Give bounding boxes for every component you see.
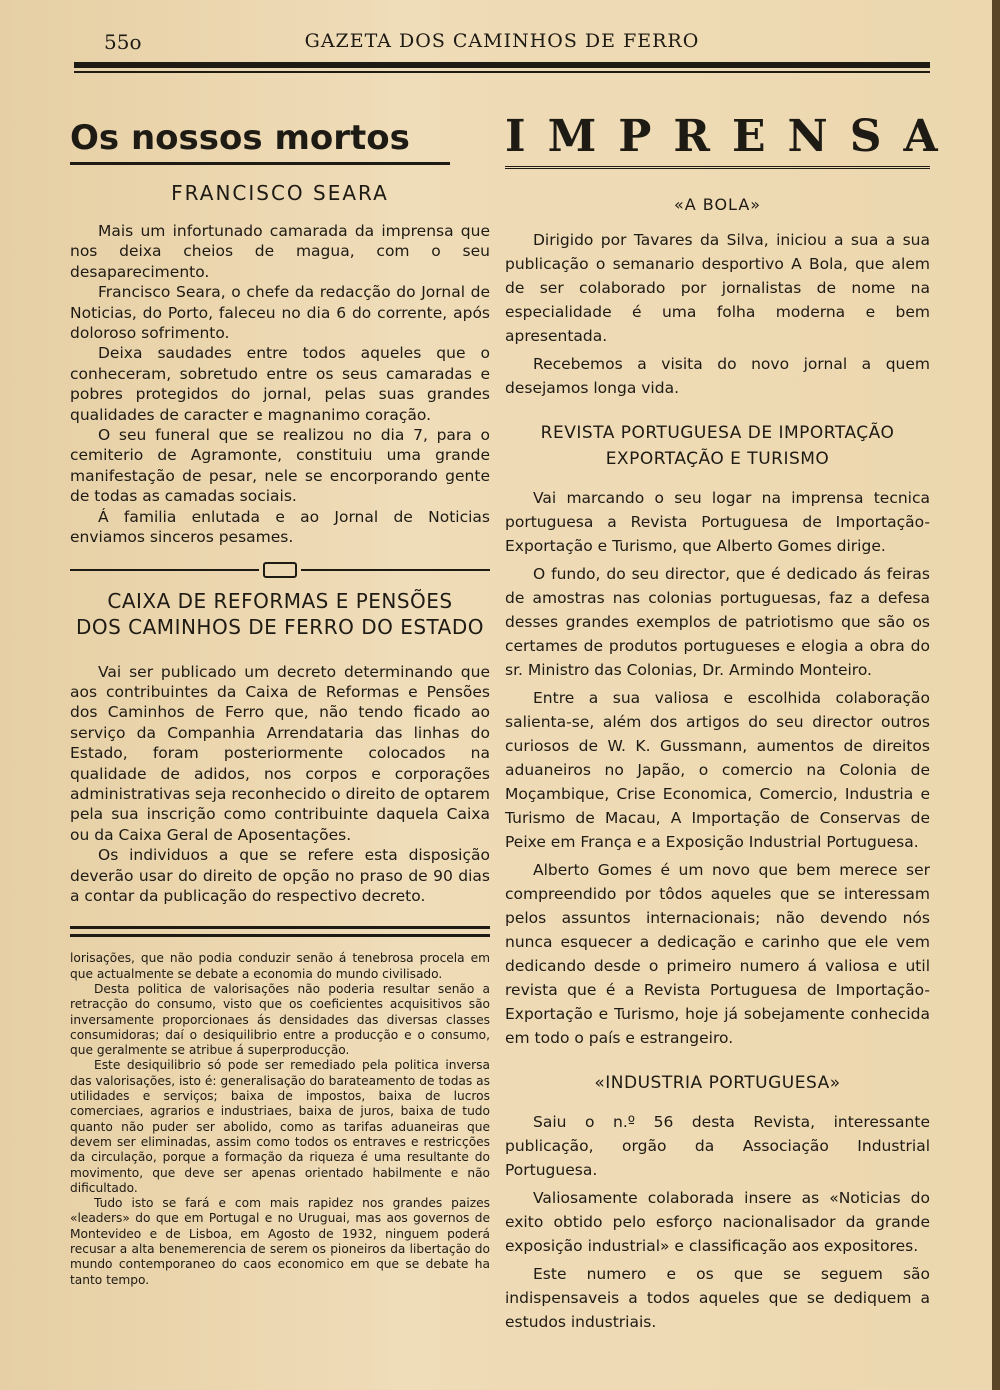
- continuation-paragraph: Desta politica de valorisações não poderia resultar senão a retracção do consumo, visto que os coeficientes acquisitivos são inversamente proporcionaes ás densidades das diversas classes consumidoras; daí o desiquilibrio entre a producção e o consumo, que geralmente se atribue á superproducção.: [70, 981, 490, 1058]
- continuation-article: [70, 951, 490, 1288]
- double-rule-divider: [70, 926, 490, 937]
- divider-line: [301, 569, 490, 571]
- page-edge: [992, 0, 1000, 1390]
- continuation-paragraph: Este desiquilibrio só pode ser remediado pela politica inversa das valorisações, isto é: generalisação do barateamento de todas as utilidades e serviços; baixa de impostos, baixa de lucros comerciaes, agrarios e industriaes, baixa de juros, baixa de tudo quanto não puder ser abolido, como as tarifas aduaneiras que devem ser eliminadas, assim como todos os entraves e restricções da circulação, porque a formação da riqueza é uma resultante do movimento, que deve ser apenas orientado habilmente e não dificultado.: [70, 1058, 490, 1195]
- caixa-heading-line1: CAIXA DE REFORMAS E PENSÕES: [107, 588, 453, 613]
- industria-paragraph: Este numero e os que se seguem são indispensaveis a todos aqueles que se dediquem a estudos industriais.: [505, 1265, 930, 1331]
- bola-heading: «A BOLA»: [673, 195, 762, 214]
- obituary-paragraph: Deixa saudades entre todos aqueles que o conheceram, sobretudo entre os seus camaradas e pobres protegidos do jornal, pelas suas grandes qualidades de caracter e magnanimo coração.: [70, 344, 490, 424]
- revista-heading: [505, 420, 930, 472]
- section-title-imprensa: IMPRENSA: [505, 111, 960, 162]
- obituary-paragraph: Á familia enlutada e ao Jornal de Noticias enviamos sinceros pesames.: [70, 507, 490, 547]
- section-divider: [70, 562, 490, 578]
- obituary-paragraph: Mais um infortunado camarada da imprensa que nos deixa cheios de magua, com o seu desaparecimento.: [70, 222, 490, 281]
- page-number: 55o: [104, 30, 142, 54]
- caixa-paragraph: Vai ser publicado um decreto determinando que aos contribuintes da Caixa de Reformas e Pensões dos Caminhos de Ferro que, não tendo ficado ao serviço da Companhia Arrendataria das linhas do Estado, foram posteriormente colocados na qualidade de adidos, nos corpos e corporações administrativas seja reconhecido o direito de optarem pela sua inscrição como contribuinte daquela Caixa ou da Caixa Geral de Aposentações.: [70, 662, 490, 844]
- header-rule-thick: [74, 62, 930, 68]
- journal-title: GAZETA DOS CAMINHOS DE FERRO: [304, 30, 700, 52]
- obituary-article: [70, 221, 490, 548]
- continuation-paragraph: Tudo isto se fará e com mais rapidez nos grandes paizes «leaders» do que em Portugal e no Uruguai, mas aos governos de Montevideo e de Lisboa, em Agosto de 1932, ninguem poderá recusar a alta benemerencia de serem os pioneiros da libertação do mundo contemporaneo do caos economico em que se debate ha tanto tempo.: [70, 1196, 490, 1287]
- industria-article: [505, 1110, 930, 1334]
- revista-heading-line2: EXPORTAÇÃO E TURISMO: [605, 449, 830, 469]
- obituary-heading: FRANCISCO SEARA: [171, 181, 389, 205]
- obituary-paragraph: Francisco Seara, o chefe da redacção do Jornal de Noticias, do Porto, faleceu no dia 6 do corrente, após doloroso sofrimento.: [70, 283, 490, 343]
- title-underline: [70, 162, 450, 165]
- caixa-heading: [70, 588, 490, 640]
- revista-paragraph: Alberto Gomes é um novo que bem merece ser compreendido por tôdos aqueles que se interessam pelos assuntos internacionais; não devendo nós nunca esquecer a dedicação e carinho que ele vem dedicando desde o primeiro numero á valiosa e util revista que é a Revista Portuguesa de Importação-Exportação e Turismo, hoje já sobejamente conhecida em todo o país e estrangeiro.: [505, 861, 930, 1047]
- industria-heading: «INDUSTRIA PORTUGUESA»: [594, 1073, 841, 1093]
- industria-paragraph: Valiosamente colaborada insere as «Noticias do exito obtido pelo esforço nacionalisador da grande exposição industrial» e classificação aos expositores.: [505, 1189, 930, 1255]
- left-column: [70, 118, 490, 1288]
- header-rule-thin: [74, 71, 930, 73]
- revista-heading-line1: REVISTA PORTUGUESA DE IMPORTAÇÃO: [540, 423, 895, 443]
- obituary-paragraph: O seu funeral que se realizou no dia 7, para o cemiterio de Agramonte, constituiu uma grande manifestação de pesar, nele se encorporando gente de todas as camadas sociais.: [70, 426, 490, 506]
- revista-article: [505, 486, 930, 1050]
- revista-paragraph: Entre a sua valiosa e escolhida colaboração salienta-se, além dos artigos do seu director outros curiosos de W. K. Gussmann, aumentos de direitos aduaneiros no Japão, o comercio na Colonia de Moçambique, Crise Economica, Comercio, Industria e Turismo de Macau, A Importação de Conservas de Peixe em França e a Exposição Industrial Portuguesa.: [505, 689, 930, 851]
- continuation-paragraph: lorisações, que não podia conduzir senão á tenebrosa procela em que actualmente se debate a economia do mundo civilisado.: [70, 951, 490, 981]
- caixa-paragraph: Os individuos a que se refere esta disposição deverão usar do direito de opção no praso de 90 dias a contar da publicação do respectivo decreto.: [70, 846, 490, 905]
- right-column: [505, 111, 960, 1338]
- industria-paragraph: Saiu o n.º 56 desta Revista, interessante publicação, orgão da Associação Industrial Portuguesa.: [505, 1113, 930, 1179]
- divider-line: [70, 569, 259, 571]
- caixa-article: [70, 662, 490, 907]
- revista-paragraph: O fundo, do seu director, que é dedicado ás feiras de amostras nas colonias portuguesas, faz a defesa desses grandes exemplos de patriotismo que são os certames de produtos portugueses e elogia a obra do sr. Ministro das Colonias, Dr. Armindo Monteiro.: [505, 565, 930, 679]
- rule-line: [70, 926, 490, 929]
- rule-line: [70, 934, 490, 937]
- bola-paragraph: Dirigido por Tavares da Silva, iniciou a sua a sua publicação o semanario desportivo A Bola, que alem de ser colaborado por jornalistas de nome na especialidade é uma folha moderna e bem apresentada.: [505, 231, 930, 345]
- section-title-nossos-mortos: Os nossos mortos: [70, 118, 410, 158]
- caixa-heading-line2: DOS CAMINHOS DE FERRO DO ESTADO: [75, 614, 485, 639]
- locomotive-ornament-icon: [263, 562, 297, 578]
- bola-paragraph: Recebemos a visita do novo jornal a quem desejamos longa vida.: [505, 355, 930, 397]
- bola-article: [505, 228, 930, 400]
- revista-paragraph: Vai marcando o seu logar na imprensa tecnica portuguesa a Revista Portuguesa de Importação-Exportação e Turismo, que Alberto Gomes dirige.: [505, 489, 930, 555]
- imprensa-underline: [505, 166, 930, 169]
